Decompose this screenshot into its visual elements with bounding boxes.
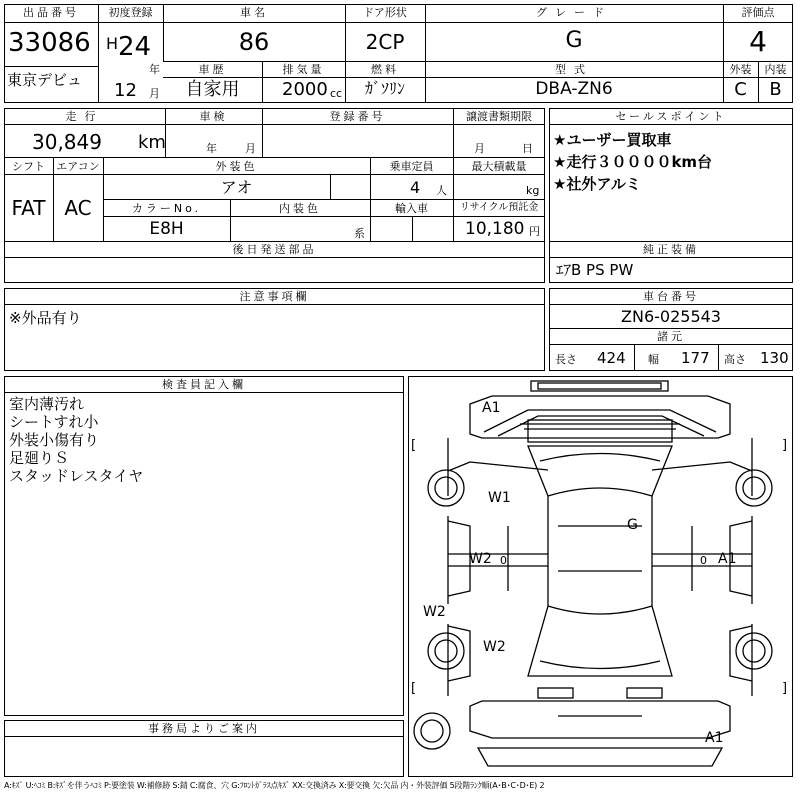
registration-month: 12 (114, 80, 137, 101)
transfer-deadline-label: 譲渡書類期限 (466, 110, 532, 123)
bracket-close-rear-right: ] (782, 681, 788, 696)
length: 424 (597, 349, 626, 367)
recycle-unit: 円 (529, 225, 540, 238)
exterior-color: アオ (220, 178, 253, 197)
recycle-deposit: 10,180 (465, 219, 525, 239)
shift-label: シフト (12, 160, 45, 173)
grade-label: グレード (536, 6, 612, 19)
legend: A:ｷｽﾞ U:ﾍｺﾐ B:ｷｽﾞを伴うﾍｺﾐ P:要塗装 W:補修跡 S:錆 C:腐食、穴 G:ﾌﾛﾝﾄｶﾞﾗｽ点ｷｽﾞ XX:交換済み X:要交換 欠:欠品 内・外装評価 5段階ﾗﾝｸ順(A･B･C･D･E) 2 (4, 781, 545, 790)
sales-point-2: ★走行３００００km台 (553, 153, 713, 171)
bracket-open-rear-left: [ (411, 681, 417, 696)
inspection-year-unit: 年 (206, 142, 217, 155)
history-label: 車歴 (198, 63, 227, 76)
grade: G (565, 28, 583, 53)
mark-zero-right: 0 (700, 554, 707, 567)
mark-w2-left-side: W2 (423, 604, 446, 620)
width: 177 (681, 349, 710, 367)
height: 130 (760, 349, 789, 367)
inspector-line-4: 足廻りＳ (9, 449, 70, 467)
mark-a1-right-door: A1 (718, 551, 737, 567)
capacity-label: 乗車定員 (389, 160, 434, 173)
year-unit: 年 (149, 63, 160, 76)
registration-number-label: 登録番号 (329, 110, 386, 123)
color-number: E8H (149, 219, 184, 239)
inspection-month-unit: 月 (245, 142, 256, 155)
max-load-label: 最大積載量 (471, 160, 527, 173)
ac-label: エアコン (56, 160, 100, 173)
first-registration-label: 初度登録 (108, 6, 153, 19)
mark-zero-left: 0 (500, 554, 507, 567)
score: 4 (749, 25, 767, 58)
history: 自家用 (185, 79, 240, 100)
era: H (106, 34, 119, 53)
score-label: 評価点 (741, 6, 775, 19)
capacity-unit: 人 (436, 184, 447, 197)
mark-a1-rear: A1 (705, 730, 724, 746)
mileage-unit: km (138, 132, 166, 153)
transfer-day-unit: 日 (522, 142, 533, 155)
exterior-grade: C (734, 79, 747, 100)
inspection-label: 車検 (199, 110, 228, 123)
fuel-label: 燃料 (371, 63, 399, 76)
model-label: 型式 (555, 63, 593, 76)
length-label: 長さ (555, 353, 577, 366)
mark-w2-rear-fender: W2 (483, 639, 506, 655)
recycle-label: リサイクル預託金 (459, 202, 539, 213)
color-number-label: カラーNo. (131, 202, 202, 215)
sales-point-1: ★ユーザー買取車 (553, 131, 672, 149)
inspector-line-1: 室内薄汚れ (9, 395, 85, 413)
chassis-number-label: 車台番号 (643, 290, 699, 303)
mark-a1-front: A1 (482, 400, 501, 416)
notes-label: 注意事項欄 (239, 290, 310, 303)
exterior-color-label: 外装色 (215, 160, 258, 173)
displacement-label: 排気量 (282, 63, 325, 76)
ac: AC (64, 196, 92, 220)
equipment-label: 純正装備 (643, 243, 699, 256)
interior-grade: B (769, 79, 782, 100)
lot-number: 33086 (8, 28, 91, 58)
fuel: ｶﾞｿﾘﾝ (364, 79, 405, 98)
bracket-open-front-left: [ (411, 438, 417, 453)
notes: ※外品有り (9, 309, 82, 327)
mileage: 30,849 (32, 130, 102, 154)
dimensions-label: 諸元 (657, 330, 685, 343)
chassis-number: ZN6-025543 (621, 307, 721, 326)
interior-color-label: 内装色 (279, 202, 321, 215)
capacity: 4 (410, 178, 421, 197)
height-label: 高さ (724, 353, 746, 366)
mark-g-windshield: G (627, 517, 638, 533)
mark-w2-left-door: W2 (469, 551, 492, 567)
door-type: 2CP (365, 30, 405, 54)
car-name: 86 (238, 28, 270, 56)
displacement-unit: cc (330, 87, 343, 100)
width-label: 幅 (648, 353, 659, 366)
sales-points-label: セールスポイント (615, 110, 727, 123)
exterior-label: 外装 (729, 63, 752, 76)
office-notice-label: 事務局よりご案内 (148, 722, 260, 735)
inspector-label: 検査員記入欄 (162, 378, 246, 391)
door-type-label: ドア形状 (363, 6, 407, 19)
inspector-line-5: スタッドレスタイヤ (9, 467, 144, 485)
bracket-close-front-right: ] (782, 438, 788, 453)
car-diagram-svg (408, 376, 793, 777)
mark-w1: W1 (488, 490, 511, 506)
registration-year: 24 (118, 32, 152, 62)
import-label: 輸入車 (395, 202, 428, 215)
month-unit: 月 (149, 87, 160, 100)
debut-label: 東京デビュ (7, 71, 83, 89)
later-parts-label: 後日発送部品 (232, 243, 317, 256)
interior-color-suffix: 系 (354, 227, 365, 240)
load-unit: kg (526, 184, 540, 197)
sales-point-3: ★社外アルミ (553, 175, 641, 193)
inspector-line-2: シートすれ小 (9, 413, 99, 431)
interior-label: 内装 (764, 63, 787, 76)
shift: FAT (11, 196, 46, 220)
model-code: DBA-ZN6 (535, 79, 613, 99)
inspector-line-3: 外装小傷有り (9, 431, 100, 449)
displacement: 2000 (282, 79, 328, 100)
mileage-label: 走行 (65, 110, 104, 123)
transfer-month-unit: 月 (474, 142, 485, 155)
equipment: ｴｱB PS PW (556, 261, 634, 279)
car-name-label: 車名 (240, 6, 268, 19)
lot-number-label: 出品番号 (23, 6, 79, 19)
